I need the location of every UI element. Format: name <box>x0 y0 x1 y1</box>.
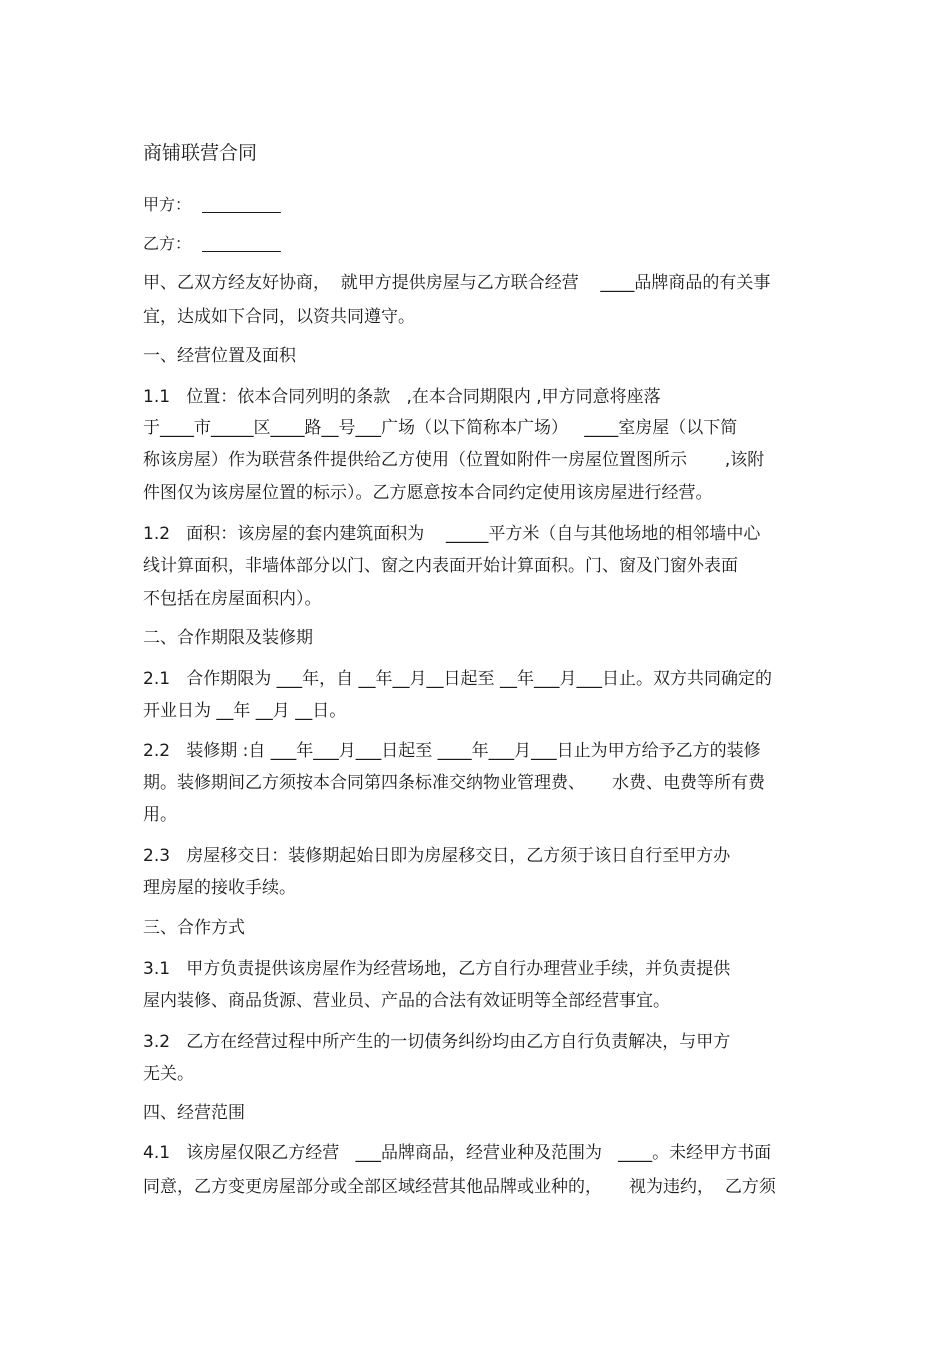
party-b-label: 乙方： <box>143 234 192 253</box>
clause-2-2-line-1: 2.2 装修期 :自 ___年___月___日起至 ____年___月___日止为甲方给予乙方的装修 <box>143 741 761 761</box>
clause-3-1-line-2: 屋内装修、商品货源、营业员、产品的合法有效证明等全部经营事宜。 <box>143 991 670 1011</box>
clause-1-2-line-3: 不包括在房屋面积内）。 <box>143 589 322 609</box>
clause-2-2-line-2: 期。装修期间乙方须按本合同第四条标准交纳物业管理费、 水费、电费等所有费 <box>143 773 766 793</box>
clause-3-2-line-2: 无关。 <box>143 1064 194 1084</box>
party-a-blank <box>202 212 281 213</box>
clause-2-1-line-1: 2.1 合作期限为 ___年，自 __年__月__日起至 __年___月___日止。双方共同确定的 <box>143 669 772 689</box>
section-3-heading: 三、合作方式 <box>143 918 245 938</box>
clause-1-2-line-1: 1.2 面积：该房屋的套内建筑面积为 _____平方米（自与其他场地的相邻墙中心 <box>143 524 761 544</box>
clause-4-1-line-2: 同意，乙方变更房屋部分或全部区域经营其他品牌或业种的， 视为违约， 乙方须 <box>143 1177 776 1197</box>
clause-1-1-line-2: 于____市_____区____路__号___广场（以下简称本广场） ____室房屋（以下简 <box>143 418 738 438</box>
clause-3-2-line-1: 3.2 乙方在经营过程中所产生的一切债务纠纷均由乙方自行负责解决，与甲方 <box>143 1032 731 1052</box>
clause-1-1-line-4: 件图仅为该房屋位置的标示）。乙方愿意按本合同约定使用该房屋进行经营。 <box>143 483 713 503</box>
section-2-heading: 二、合作期限及装修期 <box>143 628 313 648</box>
clause-1-2-line-2: 线计算面积，非墙体部分以门、窗之内表面开始计算面积。门、窗及门窗外表面 <box>143 556 738 576</box>
clause-2-3-line-2: 理房屋的接收手续。 <box>143 878 296 898</box>
clause-2-1-line-2: 开业日为 __年 __月 __日。 <box>143 701 347 721</box>
section-4-heading: 四、经营范围 <box>143 1103 245 1123</box>
party-b-blank <box>202 251 281 252</box>
party-a-label: 甲方： <box>143 195 192 214</box>
section-1-heading: 一、经营位置及面积 <box>143 346 296 366</box>
intro-line-2: 宜，达成如下合同，以资共同遵守。 <box>143 307 415 327</box>
clause-1-1-line-3: 称该房屋）作为联营条件提供给乙方使用（位置如附件一房屋位置图所示 ,该附 <box>143 450 765 470</box>
clause-1-1-line-1: 1.1 位置：依本合同列明的条款 ,在本合同期限内 ,甲方同意将座落 <box>143 387 661 407</box>
clause-4-1-line-1: 4.1 该房屋仅限乙方经营 ___品牌商品，经营业种及范围为 ____。未经甲方书面 <box>143 1143 772 1163</box>
document-title: 商铺联营合同 <box>143 142 258 164</box>
clause-2-2-line-3: 用。 <box>143 805 177 825</box>
clause-2-3-line-1: 2.3 房屋移交日：装修期起始日即为房屋移交日，乙方须于该日自行至甲方办 <box>143 846 731 866</box>
clause-3-1-line-1: 3.1 甲方负责提供该房屋作为经营场地，乙方自行办理营业手续，并负责提供 <box>143 959 731 979</box>
intro-line-1: 甲、乙双方经友好协商， 就甲方提供房屋与乙方联合经营 ____品牌商品的有关事 <box>143 273 771 293</box>
